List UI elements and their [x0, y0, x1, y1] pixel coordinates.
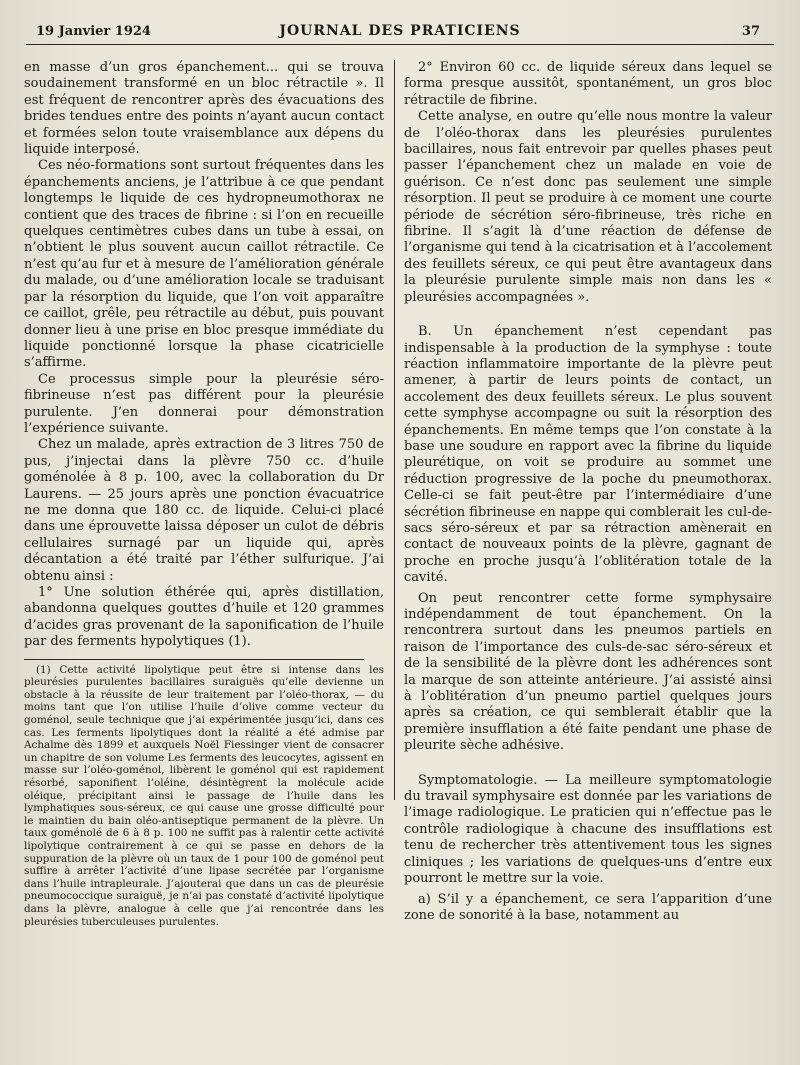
- journal-title: JOURNAL DES PRATICIENS: [279, 23, 521, 39]
- left-column: [24, 60, 384, 928]
- page-number: 37: [741, 24, 760, 39]
- paragraph: 2° Environ 60 cc. de liquide séreux dans lequel se forma presque aussitôt, spontanément, un gros bloc rétractile de fibrine.: [404, 60, 772, 108]
- column-divider: [394, 60, 395, 800]
- paragraph: 1° Une solution éthérée qui, après distillation, abandonna quelques gouttes d’huile et 120 grammes d’acides gras provenant de la saponification de l’huile par des ferments hypolytiques (1).: [24, 585, 384, 650]
- footnote-rule: [24, 659, 364, 660]
- running-head: [26, 22, 774, 45]
- issue-date: 19 Janvier 1924: [36, 24, 151, 39]
- right-column: [404, 60, 772, 924]
- paragraph: On peut rencontrer cette forme symphysaire indépendamment de tout épanchement. On la rencontrera surtout dans les pneumos partiels en raison de l’importance des culs-de-sac séro-séreux et de la sensibilité de la plèvre dont les adhérences sont la marque de son atteinte antérieure. J’ai assisté ainsi à l’oblitération d’un pneumo partiel quelques jours après sa création, ce qui semblerait établir que la première insufflation a été faite pendant une phase de pleurite sèche adhésive.: [404, 590, 772, 754]
- paragraph: Ces néo-formations sont surtout fréquentes dans les épanchements anciens, je l’attribue à ce que pendant longtemps le liquide de ces hydropneumothorax ne contient que des traces de fibrine : si l’on en recueille quelques centimètres cubes dans un tube à essai, on n’obtient le plus souvent aucun caillot rétractile. Ce n’est qu’au fur et à mesure de l’amélioration générale du malade, ou d’une amélioration locale se traduisant par la résorption du liquide, que l’on voit apparaître ce caillot, grêle, peu rétractile au début, puis pouvant donner lieu à une prise en bloc presque immédiate du liquide ponctionné lorsque la phase cicatricielle s’affirme.: [24, 158, 384, 371]
- text-columns: [24, 60, 776, 1060]
- section-symptomatologie: Symptomatologie. — La meilleure symptomatologie du travail symphysaire est donnée par les variations de l’image radiologique. Le praticien qui n’effectue pas le contrôle radiologique à chacune des insufflations est tenu de rechercher très attentivement tous les signes cliniques ; les variations de quelques-uns d’entre eux pourront le mettre sur la voie.: [404, 772, 772, 887]
- paragraph: Cette analyse, en outre qu’elle nous montre la valeur de l’oléo-thorax dans les pleurésies purulentes bacillaires, nous fait entrevoir par quelles phases peut passer l’épanchement chez un malade en voie de guérison. Ce n’est donc pas seulement une simple résorption. Il peut se produire à ce moment une courte période de sécrétion séro-fibrineuse, très riche en fibrine. Il s’agit là d’une réaction de défense de l’organisme qui tend à la cicatrisation et à l’accolement des feuillets séreux, ce qui peut être avantageux dans la pleurésie purulente simple mais non dans les « pleurésies accompagnées ».: [404, 109, 772, 305]
- footnote-text: (1) Cette activité lipolytique peut être si intense dans les pleurésies purulentes bacillaires suraiguës qu’elle devienne un obstacle à la réussite de leur traitement par l’oléo-thorax, — du moins tant que l’on utilise l’huile d’olive comme vecteur du goménol, seule technique que j’ai expérimentée jusqu’ici, dans ces cas. Les ferments lipolytiques dont la réalité a été admise par Achalme dès 1899 et auxquels Noël Fiessinger vient de consacrer un chapitre de son volume Les ferments des leucocytes, agissent en masse sur l’oléo-goménol, libèrent le goménol qui est rapidement résorbé, saponifient l’oléine, désintègrent la molécule acide oléique, précipitant ainsi le passage de l’huile dans les lymphatiques sous-séreux, ce qui cause une grosse difficulté pour le maintien du bain oléo-antiseptique permanent de la plèvre. Un taux goménolé de 6 à 8 p. 100 ne suffit pas à ralentir cette activité lipolytique contrairement à ce qui se passe en dehors de la suppuration de la plèvre où un taux de 1 pour 100 de goménol peut suffire à arrêter l’activité d’une lipase secrétée par l’organisme dans l’huile intrapleurale. J’ajouterai que dans un cas de pleurésie pneumococcique suraiguë, je n’ai pas constaté d’activité lipolytique dans la plèvre, analogue à celle que j’ai rencontrée dans les pleurésies tuberculeuses purulentes.: [24, 663, 384, 928]
- paragraph: en masse d’un gros épanchement... qui se trouva soudainement transformé en un bloc rétractile ». Il est fréquent de rencontrer après des évacuations des brides tendues entre des points n’ayant aucun contact et formées selon toute vraisemblance aux dépens du liquide interposé.: [24, 60, 384, 158]
- paragraph: B. Un épanchement n’est cependant pas indispensable à la production de la symphyse : toute réaction inflammatoire importante de la plèvre peut amener, à partir de leurs points de contact, un accolement des deux feuillets séreux. Le plus souvent cette symphyse accompagne ou suit la résorption des épanchements. En même temps que l’on constate à la base une soudure en rapport avec la fibrine du liquide pleurétique, on voit se produire au sommet une réduction progressive de la poche du pneumothorax. Celle-ci se fait peut-être par l’intermédiaire d’une sécrétion fibrineuse en nappe qui comblerait les cul-de-sacs séro-séreux et par sa rétraction amènerait en contact de nouveaux points de la plèvre, gagnant de proche en proche jusqu’à l’oblitération totale de la cavité.: [404, 324, 772, 586]
- paragraph: a) S’il y a épanchement, ce sera l’apparition d’une zone de sonorité à la base, notamment au: [404, 891, 772, 923]
- footnote: [24, 664, 384, 928]
- paragraph: Chez un malade, après extraction de 3 litres 750 de pus, j’injectai dans la plèvre 750 cc. d’huile goménolée à 8 p. 100, avec la collaboration du Dr Laurens. — 25 jours après une ponction évacuatrice ne me donna que 180 cc. de liquide. Celui-ci placé dans une éprouvette laissa déposer un culot de débris cellulaires surnagé par un liquide qui, après décantation a été traité par l’éther sulfurique. J’ai obtenu ainsi :: [24, 437, 384, 584]
- paragraph: Ce processus simple pour la pleurésie séro-fibrineuse n’est pas différent pour la pleurésie purulente. J’en donnerai pour démonstration l’expérience suivante.: [24, 371, 384, 436]
